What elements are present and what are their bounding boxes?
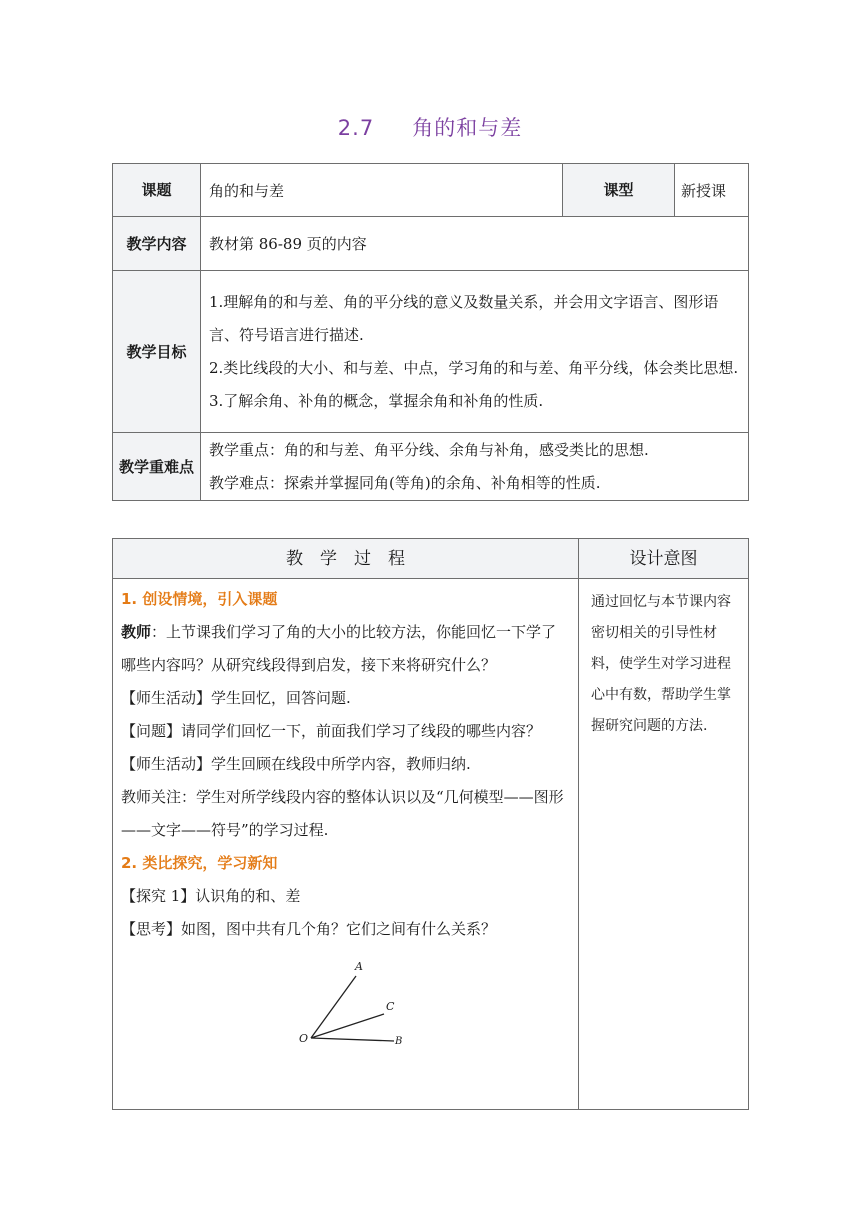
ray-ob bbox=[311, 1038, 394, 1041]
goals-label: 教学目标 bbox=[113, 271, 201, 433]
topic-label: 课题 bbox=[113, 164, 201, 217]
keypoint-item: 教学难点：探索并掌握同角(等角)的余角、补角相等的性质. bbox=[209, 473, 601, 492]
section-heading: 2. 类比探究，学习新知 bbox=[121, 854, 278, 872]
goal-item: 3.了解余角、补角的概念，掌握余角和补角的性质. bbox=[209, 391, 544, 410]
content-value: 教材第 86-89 页的内容 bbox=[201, 217, 749, 271]
section-title: 角的和与差 bbox=[412, 116, 523, 140]
keypoints-label: 教学重难点 bbox=[113, 433, 201, 501]
keypoints-list bbox=[201, 433, 749, 501]
teacher-question bbox=[121, 616, 570, 682]
goal-item: 2.类比线段的大小、和与差、中点，学习角的和与差、角平分线，体会类比思想. bbox=[209, 358, 739, 377]
process-header: 教 学 过 程 bbox=[113, 539, 579, 579]
angle-diagram bbox=[296, 946, 416, 1044]
explore-paragraph: 【探究 1】认识角的和、差 bbox=[121, 887, 301, 905]
goals-list bbox=[201, 271, 749, 433]
process-content bbox=[113, 579, 579, 1110]
keypoint-item: 教学重点：角的和与差、角平分线、余角与补角，感受类比的思想. bbox=[209, 440, 649, 459]
ray-oa bbox=[311, 976, 356, 1038]
teaching-process-table bbox=[112, 538, 749, 1110]
activity-paragraph: 【师生活动】学生回顾在线段中所学内容，教师归纳. bbox=[121, 755, 471, 773]
teacher-text: ：上节课我们学习了角的大小的比较方法，你能回忆一下学了哪些内容吗？从研究线段得到启发，接下来将研究什么？ bbox=[121, 623, 557, 674]
content-label: 教学内容 bbox=[113, 217, 201, 271]
topic-value: 角的和与差 bbox=[201, 164, 563, 217]
activity-paragraph: 【师生活动】学生回忆，回答问题. bbox=[121, 689, 351, 707]
goal-item: 1.理解角的和与差、角的平分线的意义及数量关系，并会用文字语言、图形语言、符号语言进行描述. bbox=[209, 292, 719, 344]
teacher-focus-paragraph: 教师关注：学生对所学线段内容的整体认识以及“几何模型——图形——文字——符号”的学习过程. bbox=[121, 788, 564, 839]
lesson-info-table bbox=[112, 163, 749, 501]
point-label-c: C bbox=[386, 1000, 395, 1013]
question-paragraph: 【问题】请同学们回忆一下，前面我们学习了线段的哪些内容？ bbox=[121, 722, 542, 740]
teacher-label: 教师 bbox=[121, 623, 152, 641]
design-intent: 通过回忆与本节课内容密切相关的引导性材料，使学生对学习进程心中有数，帮助学生掌握研究问题的方法. bbox=[579, 579, 749, 1110]
ray-oc bbox=[311, 1014, 384, 1038]
point-label-b: B bbox=[395, 1036, 403, 1044]
section-number: 2.7 bbox=[337, 116, 375, 140]
think-paragraph: 【思考】如图，图中共有几个角？它们之间有什么关系？ bbox=[121, 920, 497, 938]
type-label: 课型 bbox=[563, 164, 675, 217]
point-label-a: A bbox=[355, 960, 363, 973]
section-heading: 1. 创设情境，引入课题 bbox=[121, 590, 278, 608]
angle-figure bbox=[121, 946, 570, 1046]
intent-header: 设计意图 bbox=[579, 539, 749, 579]
page-title bbox=[0, 112, 860, 142]
point-label-o: O bbox=[299, 1032, 309, 1044]
type-value: 新授课 bbox=[675, 164, 749, 217]
